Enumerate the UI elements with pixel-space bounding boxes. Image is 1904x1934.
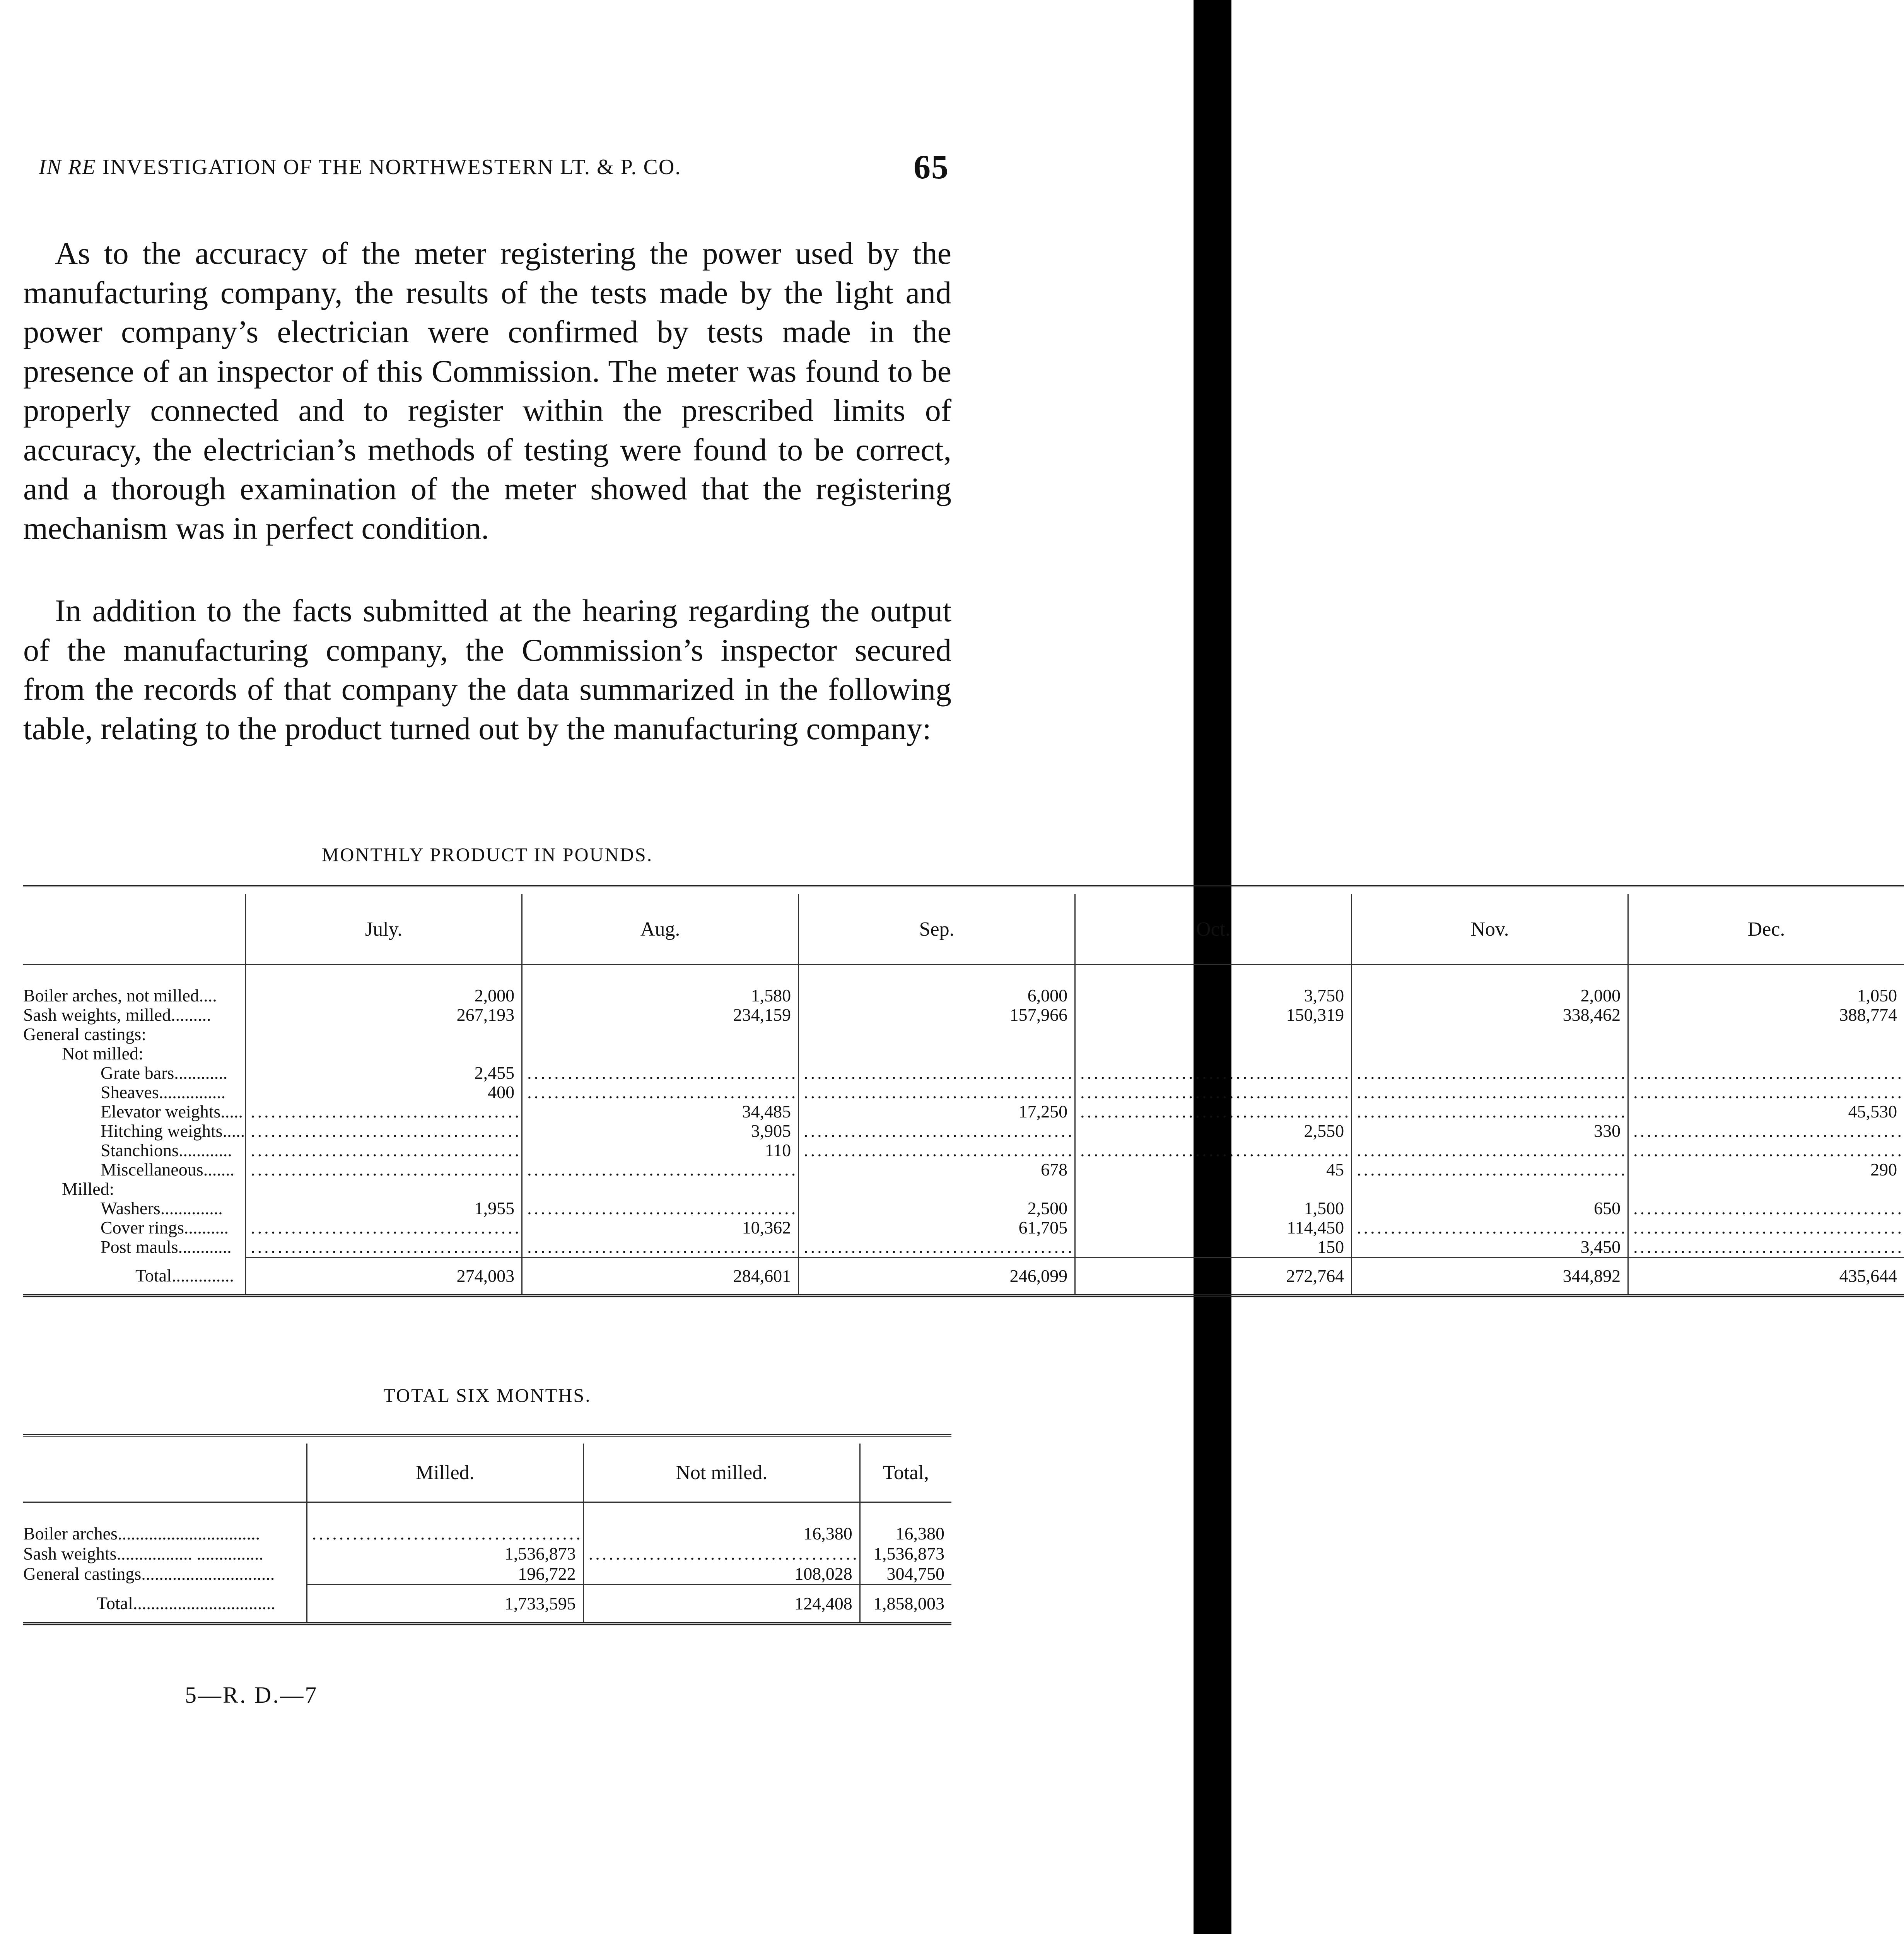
fill-dots: ........................................ <box>799 1141 1075 1160</box>
cell-value: 16,380 <box>860 1502 951 1544</box>
fill-dots: ........................................ <box>1628 1141 1904 1160</box>
total-value: 1,858,003 <box>860 1585 951 1624</box>
empty-cell <box>799 1044 1075 1063</box>
fill-dots: ........................................ <box>799 1083 1075 1102</box>
total-value: 246,099 <box>799 1257 1075 1296</box>
empty-cell <box>1352 1179 1628 1199</box>
cell-value: 17,250 <box>799 1102 1075 1121</box>
column-header: Milled. <box>307 1444 583 1502</box>
six-month-total-table <box>23 1434 951 1625</box>
table-row <box>23 1160 1904 1179</box>
fill-dots: ........................................ <box>307 1502 583 1544</box>
fill-dots: ........................................ <box>246 1102 522 1121</box>
cell-value: 110 <box>522 1141 799 1160</box>
cell-value: 388,774 <box>1628 1005 1904 1025</box>
fill-dots: ........................................ <box>1628 1083 1904 1102</box>
summary-table-caption: TOTAL SIX MONTHS. <box>383 1384 591 1406</box>
paragraph-meter-accuracy <box>23 234 951 548</box>
empty-cell <box>246 1025 522 1044</box>
empty-cell <box>1628 1179 1904 1199</box>
row-label: Boiler arches, not milled.... <box>23 986 217 1005</box>
cell-value: 290 <box>1628 1160 1904 1179</box>
cell-value: 61,705 <box>799 1218 1075 1237</box>
total-value: 435,644 <box>1628 1257 1904 1296</box>
cell-value: 150 <box>1075 1237 1352 1257</box>
fill-dots: ........................................ <box>246 1160 522 1179</box>
row-label: Sash weights, milled......... <box>23 1005 211 1025</box>
table-row <box>23 1199 1904 1218</box>
empty-cell <box>1075 1179 1352 1199</box>
row-label: Boiler arches................................ <box>23 1524 260 1543</box>
row-label: Elevator weights..... <box>101 1102 243 1121</box>
table-row <box>23 1083 1904 1102</box>
table-row <box>23 1502 951 1544</box>
paragraph-output-data <box>23 591 951 748</box>
fill-dots: ........................................ <box>246 1141 522 1160</box>
cell-value: 650 <box>1352 1199 1628 1218</box>
empty-cell <box>799 1179 1075 1199</box>
cell-value: 157,966 <box>799 1005 1075 1025</box>
cell-value: 1,536,873 <box>307 1544 583 1564</box>
cell-value: 45 <box>1075 1160 1352 1179</box>
row-label: Post mauls............ <box>101 1237 232 1257</box>
cell-value: 234,159 <box>522 1005 799 1025</box>
cell-value: 3,450 <box>1352 1237 1628 1257</box>
row-label: General castings: <box>23 1024 147 1044</box>
column-header: Sep. <box>799 894 1075 965</box>
empty-cell <box>1352 1044 1628 1063</box>
fill-dots: ........................................ <box>1628 1121 1904 1141</box>
empty-cell <box>246 1179 522 1199</box>
empty-cell <box>799 1025 1075 1044</box>
paragraph-text: As to the accuracy of the meter registering the power used by the manufacturing company, the results of the tests made by the light and power company’s electrician were confirmed by tests made in the presence of an inspector of this Commission. The meter was found to be properly connected and to register within the prescribed limits of accuracy, the electrician’s methods of testing were found to be correct, and a thorough examination of the meter showed that the registering mechanism was in perfect condition. <box>23 236 951 546</box>
fill-dots: ........................................ <box>246 1237 522 1257</box>
cell-value: 2,455 <box>246 1063 522 1083</box>
fill-dots: ........................................ <box>1352 1218 1628 1237</box>
cell-value: 3,750 <box>1075 965 1352 1006</box>
cell-value: 108,028 <box>583 1564 860 1585</box>
column-header: Total, <box>860 1444 951 1502</box>
column-header: Dec. <box>1628 894 1904 965</box>
cell-value: 1,500 <box>1075 1199 1352 1218</box>
fill-dots: ........................................ <box>799 1063 1075 1083</box>
table-row <box>23 1141 1904 1160</box>
cell-value: 338,462 <box>1352 1005 1628 1025</box>
table-row <box>23 1025 1904 1044</box>
stub-header <box>23 894 246 965</box>
table-row <box>23 1218 1904 1237</box>
table-bottom-rule <box>23 1296 1904 1297</box>
row-label: Grate bars............ <box>101 1063 228 1083</box>
table-row <box>23 1005 1904 1025</box>
cell-value: 1,050 <box>1628 965 1904 1006</box>
table-row <box>23 1544 951 1564</box>
table-row <box>23 1044 1904 1063</box>
fill-dots: ........................................ <box>522 1237 799 1257</box>
cell-value: 400 <box>246 1083 522 1102</box>
cell-value: 304,750 <box>860 1564 951 1585</box>
fill-dots: ........................................ <box>583 1544 860 1564</box>
cell-value: 678 <box>799 1160 1075 1179</box>
empty-cell <box>522 1179 799 1199</box>
cell-value: 34,485 <box>522 1102 799 1121</box>
page-number: 65 <box>914 149 949 186</box>
total-value: 344,892 <box>1352 1257 1628 1296</box>
cell-value: 2,550 <box>1075 1121 1352 1141</box>
cell-value: 114,450 <box>1075 1218 1352 1237</box>
fill-dots: ........................................ <box>1075 1083 1352 1102</box>
cell-value: 45,530 <box>1628 1102 1904 1121</box>
cell-value: 330 <box>1352 1121 1628 1141</box>
cell-value: 196,722 <box>307 1564 583 1585</box>
fill-dots: ........................................ <box>522 1199 799 1218</box>
row-label: Hitching weights..... <box>101 1121 245 1141</box>
running-title: INVESTIGATION OF THE NORTHWESTERN LT. & P. CO. <box>102 155 681 179</box>
row-label: Stanchions............ <box>101 1140 232 1160</box>
total-row <box>23 1257 1904 1296</box>
running-header <box>39 149 951 186</box>
cell-value: 150,319 <box>1075 1005 1352 1025</box>
monthly-table-caption: MONTHLY PRODUCT IN POUNDS. <box>321 844 653 865</box>
cell-value: 16,380 <box>583 1502 860 1544</box>
fill-dots: ........................................ <box>1628 1199 1904 1218</box>
total-row <box>23 1585 951 1624</box>
fill-dots: ........................................ <box>1352 1141 1628 1160</box>
fill-dots: ........................................ <box>246 1121 522 1141</box>
cell-value: 2,500 <box>799 1199 1075 1218</box>
fill-dots: ........................................ <box>799 1237 1075 1257</box>
row-label: Sash weights................. ............... <box>23 1544 263 1563</box>
table-row <box>23 1102 1904 1121</box>
cell-value: 267,193 <box>246 1005 522 1025</box>
empty-cell <box>246 1044 522 1063</box>
total-label: Total................................ <box>97 1593 275 1613</box>
empty-cell <box>1628 1044 1904 1063</box>
total-value: 272,764 <box>1075 1257 1352 1296</box>
cell-value: 3,905 <box>522 1121 799 1141</box>
monthly-product-table <box>23 885 1904 1297</box>
cell-value: 2,000 <box>246 965 522 1006</box>
fill-dots: ........................................ <box>1075 1102 1352 1121</box>
table-row <box>23 1063 1904 1083</box>
total-value: 1,733,595 <box>307 1585 583 1624</box>
table-row <box>23 965 1904 1006</box>
row-label: General castings.............................. <box>23 1564 275 1584</box>
column-header: Nov. <box>1352 894 1628 965</box>
row-label: Sheaves............... <box>101 1082 226 1102</box>
fill-dots: ........................................ <box>522 1083 799 1102</box>
empty-cell <box>522 1025 799 1044</box>
total-label: Total.............. <box>135 1265 234 1285</box>
table-row <box>23 1121 1904 1141</box>
empty-cell <box>1075 1025 1352 1044</box>
fill-dots: ........................................ <box>1352 1102 1628 1121</box>
fill-dots: ........................................ <box>522 1063 799 1083</box>
column-header: Not milled. <box>583 1444 860 1502</box>
cell-value: 1,580 <box>522 965 799 1006</box>
column-header: Oct. <box>1075 894 1352 965</box>
table-bottom-rule <box>23 1624 951 1625</box>
empty-cell <box>1628 1025 1904 1044</box>
cell-value: 1,536,873 <box>860 1544 951 1564</box>
empty-cell <box>1075 1044 1352 1063</box>
fill-dots: ........................................ <box>1075 1141 1352 1160</box>
fill-dots: ........................................ <box>1628 1063 1904 1083</box>
total-value: 124,408 <box>583 1585 860 1624</box>
total-value: 284,601 <box>522 1257 799 1296</box>
row-label: Miscellaneous....... <box>101 1160 235 1179</box>
column-header: Aug. <box>522 894 799 965</box>
fill-dots: ........................................ <box>1628 1237 1904 1257</box>
empty-cell <box>1352 1025 1628 1044</box>
row-label: Not milled: <box>62 1044 143 1063</box>
table-row <box>23 1564 951 1585</box>
table-row <box>23 1237 1904 1257</box>
paragraph-text: In addition to the facts submitted at the hearing regarding the output of the manufacturing company, the Commission’s inspector secured from the records of that company the data summarized in the following table, relating to the product turned out by the manufacturing company: <box>23 593 951 746</box>
fill-dots: ........................................ <box>1628 1218 1904 1237</box>
row-label: Milled: <box>62 1179 114 1199</box>
fill-dots: ........................................ <box>246 1218 522 1237</box>
table-row <box>23 1179 1904 1199</box>
row-label: Washers.............. <box>101 1198 223 1218</box>
empty-cell <box>522 1044 799 1063</box>
cell-value: 2,000 <box>1352 965 1628 1006</box>
column-header: July. <box>246 894 522 965</box>
total-value: 274,003 <box>246 1257 522 1296</box>
fill-dots: ........................................ <box>1352 1083 1628 1102</box>
fill-dots: ........................................ <box>1352 1063 1628 1083</box>
stub-header <box>23 1444 307 1502</box>
fill-dots: ........................................ <box>1352 1160 1628 1179</box>
cell-value: 6,000 <box>799 965 1075 1006</box>
cell-value: 1,955 <box>246 1199 522 1218</box>
cell-value: 10,362 <box>522 1218 799 1237</box>
fill-dots: ........................................ <box>799 1121 1075 1141</box>
signature-mark: 5—R. D.—7 <box>185 1682 318 1708</box>
fill-dots: ........................................ <box>1075 1063 1352 1083</box>
running-title-italic: IN RE <box>39 155 96 179</box>
row-label: Cover rings.......... <box>101 1218 229 1237</box>
fill-dots: ........................................ <box>522 1160 799 1179</box>
